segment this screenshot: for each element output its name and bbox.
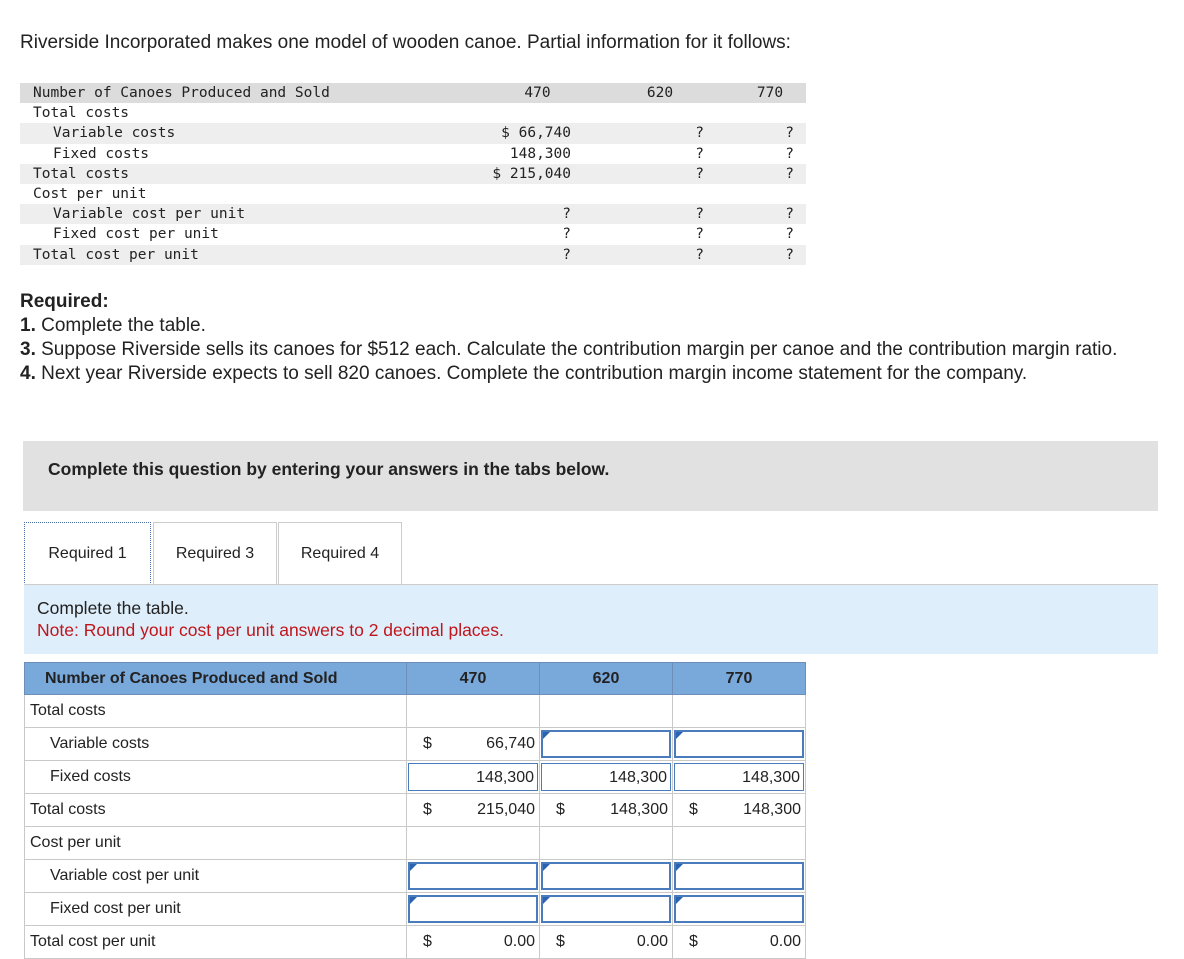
given-value: ? — [785, 165, 794, 182]
dollar-sign: $ — [689, 933, 698, 950]
given-row-label: Total cost per unit — [33, 246, 199, 263]
variable-cost-per-unit-620-input[interactable] — [541, 862, 671, 890]
input-marker-icon — [543, 897, 550, 904]
row-label: Fixed costs — [25, 761, 407, 794]
total-cost-per-unit-770: 0.00 — [769, 933, 801, 950]
fixed-cost-per-unit-470-input[interactable] — [408, 895, 538, 923]
given-row — [20, 204, 806, 224]
answer-table — [24, 662, 806, 959]
given-row — [20, 184, 806, 204]
input-marker-icon — [676, 732, 683, 739]
answer-col-770: 770 — [673, 663, 806, 695]
tab-required-3[interactable]: Required 3 — [153, 522, 277, 584]
total-cost-per-unit-470: 0.00 — [503, 933, 535, 950]
panel-note: Note: Round your cost per unit answers to 2 decimal places. — [37, 620, 504, 640]
answer-header-row — [25, 663, 806, 695]
row-label: Cost per unit — [25, 827, 407, 860]
answer-col-620: 620 — [540, 663, 673, 695]
given-row — [20, 245, 806, 265]
given-value: ? — [785, 145, 794, 162]
total-costs-770: 148,300 — [743, 801, 801, 818]
given-value: ? — [562, 226, 571, 243]
dollar-sign: $ — [689, 801, 698, 818]
dollar-sign: $ — [423, 735, 432, 752]
given-row-label: Fixed cost per unit — [53, 226, 219, 243]
total-costs-620: 148,300 — [610, 801, 668, 818]
dollar-sign: $ — [423, 933, 432, 950]
answer-header-label: Number of Canoes Produced and Sold — [25, 663, 407, 695]
required-heading: Required: — [20, 291, 109, 312]
given-value: ? — [785, 206, 794, 223]
given-value: $ 66,740 — [501, 125, 571, 142]
given-value: ? — [695, 145, 704, 162]
row-label: Total costs — [25, 794, 407, 827]
table-row — [25, 695, 806, 728]
given-value: $ 215,040 — [492, 165, 571, 182]
tab-required-1[interactable]: Required 1 — [24, 522, 151, 585]
input-marker-icon — [410, 864, 417, 871]
given-data-table — [20, 83, 806, 265]
given-col-470: 470 — [524, 85, 551, 101]
variable-cost-per-unit-770-input[interactable] — [674, 862, 804, 890]
given-value: ? — [695, 206, 704, 223]
given-value: ? — [562, 206, 571, 223]
requirement-1: 1. Complete the table. — [20, 315, 206, 336]
variable-cost-per-unit-470-input[interactable] — [408, 862, 538, 890]
given-row-label: Variable cost per unit — [53, 206, 246, 223]
given-value: ? — [785, 125, 794, 142]
given-value: ? — [785, 226, 794, 243]
problem-intro: Riverside Incorporated makes one model of wooden canoe. Partial information for it follows: — [20, 32, 791, 53]
input-marker-icon — [676, 897, 683, 904]
fixed-costs-470-input[interactable]: 148,300 — [408, 763, 538, 791]
variable-costs-470: 66,740 — [486, 735, 535, 752]
panel-instruction: Complete the table. — [37, 598, 189, 618]
tab-required-4[interactable]: Required 4 — [278, 522, 402, 584]
table-row — [25, 893, 806, 926]
input-marker-icon — [410, 897, 417, 904]
given-value: ? — [695, 165, 704, 182]
row-label: Fixed cost per unit — [25, 893, 407, 926]
input-marker-icon — [543, 732, 550, 739]
total-cost-per-unit-620: 0.00 — [636, 933, 668, 950]
total-costs-470: 215,040 — [477, 801, 535, 818]
given-value: ? — [695, 125, 704, 142]
table-row — [25, 728, 806, 761]
row-label: Total costs — [25, 695, 407, 728]
table-row — [25, 761, 806, 794]
given-row-label: Total costs — [33, 165, 130, 182]
given-header-label: Number of Canoes Produced and Sold — [33, 85, 330, 101]
given-value: 148,300 — [509, 145, 571, 162]
dollar-sign: $ — [423, 801, 432, 818]
row-label: Variable costs — [25, 728, 407, 761]
given-value: ? — [695, 226, 704, 243]
fixed-costs-620-input[interactable]: 148,300 — [541, 763, 671, 791]
given-row — [20, 103, 806, 123]
variable-costs-770-input[interactable] — [674, 730, 804, 758]
dollar-sign: $ — [556, 933, 565, 950]
variable-costs-620-input[interactable] — [541, 730, 671, 758]
requirement-4: 4. Next year Riverside expects to sell 820 canoes. Complete the contribution margin income statement for the company. — [20, 363, 1028, 384]
given-row-label: Total costs — [33, 105, 130, 122]
given-value: ? — [785, 246, 794, 263]
fixed-costs-770-input[interactable]: 148,300 — [674, 763, 804, 791]
input-marker-icon — [676, 864, 683, 871]
given-row — [20, 164, 806, 184]
instruction-banner — [23, 441, 1158, 511]
given-row-label: Variable costs — [53, 125, 176, 142]
given-value: ? — [562, 246, 571, 263]
given-value: ? — [695, 246, 704, 263]
table-row — [25, 860, 806, 893]
given-row-label: Cost per unit — [33, 185, 147, 202]
fixed-cost-per-unit-620-input[interactable] — [541, 895, 671, 923]
instruction-panel — [24, 585, 1158, 654]
fixed-cost-per-unit-770-input[interactable] — [674, 895, 804, 923]
table-row — [25, 794, 806, 827]
requirements — [20, 290, 1170, 386]
row-label: Total cost per unit — [25, 926, 407, 959]
table-row — [25, 926, 806, 959]
given-row — [20, 123, 806, 143]
given-col-770: 770 — [756, 85, 784, 101]
input-marker-icon — [543, 864, 550, 871]
given-header-row — [20, 83, 806, 103]
given-col-620: 620 — [646, 85, 674, 101]
banner-text: Complete this question by entering your answers in the tabs below. — [48, 459, 610, 479]
given-row — [20, 224, 806, 244]
requirement-3: 3. Suppose Riverside sells its canoes for $512 each. Calculate the contribution margin per canoe and the contribution margin ratio. — [20, 339, 1118, 360]
answer-col-470: 470 — [407, 663, 540, 695]
given-row-label: Fixed costs — [53, 145, 150, 162]
row-label: Variable cost per unit — [25, 860, 407, 893]
table-row — [25, 827, 806, 860]
dollar-sign: $ — [556, 801, 565, 818]
given-row — [20, 144, 806, 164]
